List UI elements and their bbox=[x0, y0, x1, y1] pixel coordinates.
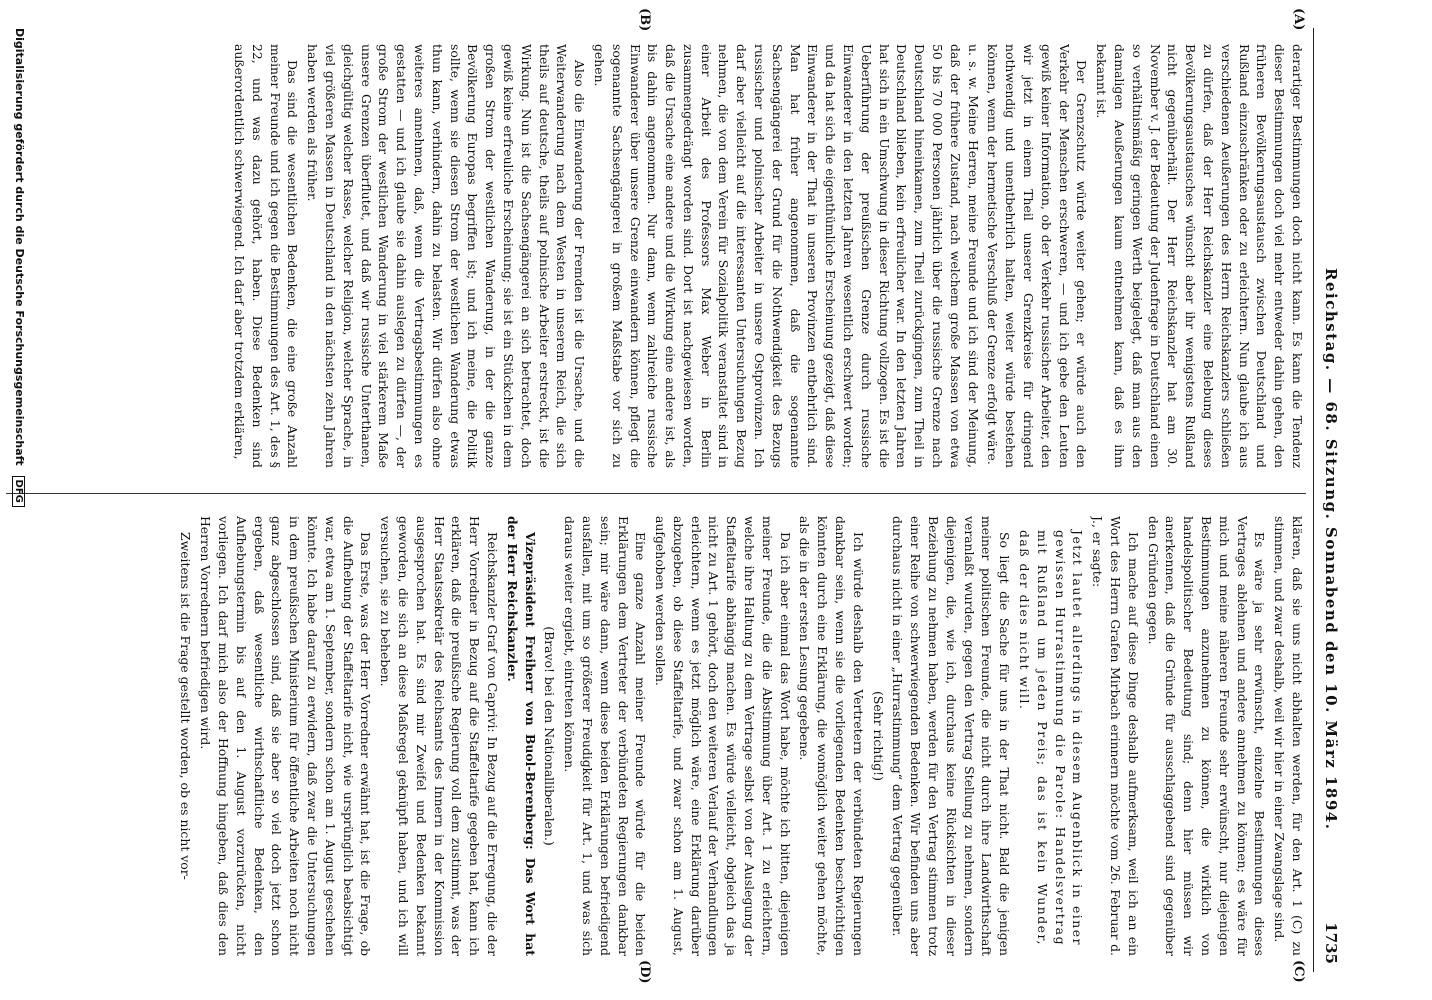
margin-marker-d: (D) bbox=[637, 960, 652, 984]
margin-marker-c: (C) bbox=[1291, 960, 1306, 983]
applause-note-2: (Bravo! bei den Nationalliberalen.) bbox=[542, 626, 558, 846]
digitization-footer bbox=[6, 28, 26, 972]
right-paragraph-10: Das Erste, was der Herr Vorredner erwähnt hat, ist die Frage, ob die Aufhebung der Staffeltarife nicht, wie ursprünglich beabsichtigt war, etwa am 1. September, sondern schon am 1. August geschehen könnte. Ich habe darauf zu erwidern, daß zwar die Untersuchungen in dem preußischen Ministerium für öffentliche Arbeiten noch nicht ganz abgeschlossen sind, daß sie aber so viel doch jetzt schon ergeben, daß wesentliche wirthschaftliche Bedenken, den Aufhebungstermin bis auf den 1. August vorzurücken, nicht vorliegen. Ich darf mich also der Hoffnung hingeben, daß dies den Herren Vorrednern befriedigen wird. bbox=[198, 516, 374, 956]
page-header bbox=[1314, 28, 1340, 972]
left-paragraph-3: u. s. w. Meine Herren, meine Freunde und ich sind der Meinung, daß der frühere Zustand, nach welchem große Massen von etwa 50 bis 70 000 Personen jährlich über die russische Grenze nach Deutschland hineinkamen, zum Theil zurückgingen, zum Theil in Deutschland blieben, kein erfreulicher war. In den letzten Jahren hat sich in ein Umschwung in dieser Richtung vollzogen. Es ist die Ueberführung der preußischen Grenze durch russische Einwanderer in den letzten Jahren wesentlich erschwert worden; und da hat sich die eigenthümliche Erscheinung gezeigt, daß diese Einwanderer in der That in unseren Provinzen entbehrlich sind. Man hat früher angenommen, daß die sogenannte Sachsengängerei der Grund für die Nothwendigkeit des Bezugs russischer und polnischer Arbeiter in unsere Ostprovinzen. Ich darf aber vielleicht auf die interessanten Untersuchungen Bezug nehmen, die von dem Verein für Sozialpolitik veranstaltet sind in einer Arbeit des Professors Max Weber in Berlin zusammengedrängt worden sind. Dort ist nachgewiesen worden, daß die Ursache eine andere und die Wirkung eine andere ist, als bis dahin angenommen. Nur dann, wenn zahlreiche russische Einwanderer über unsere Grenze einwandern können, pflegt die sogenannte Sachsengängerei in großem Maßstabe vor sich zu gehen. bbox=[591, 44, 981, 468]
right-paragraph-5: Ich würde deshalb den Vertretern der verbündeten Regierungen dankbar sein, wenn sie die vorliegenden Bedenken beschwichtigen könnten durch eine Erklärung, die womöglich weiter gehen möchte, als die in der ersten Lesung gegebene. bbox=[797, 516, 866, 956]
left-paragraph-1: derartiger Bestimmungen doch nicht kann. Es kann die Tendenz dieser Bestimmungen doch viel mehr entweder dahin gehen, den früheren Bevölkerungsaustausch zwischen Deutschland und Rußland einzuschränken oder zu erleichtern. Nun glaube ich aus verschiedenen Aeußerungen des Herrn Reichskanzlers schließen zu dürfen, daß der Herr Reichskanzler eine Belebung dieses Bevölkerungsaustausches wünscht aber ihr wenigstens Rußland nicht gegenüberhält. Der Herr Reichskanzler hat am 30. November v. J. der Bedeutung der Judenfrage in Deutschland einen so verhältnismäßig geringen Werth beigelegt, daß man aus den damaligen Aeußerungen kaum entnehmen kann, daß es ihm bekannt ist. bbox=[1094, 44, 1305, 468]
quotation: Jetzt lautet allerdings in diesem Augenblick in einer gewissen Hurrastimmung die Parole: Handelsvertrag mit Rußland um jeden Preis; das ist kein Wunder, daß der dies nicht will. bbox=[1017, 530, 1086, 946]
margin-marker-a: (A) bbox=[1291, 8, 1306, 31]
right-paragraph-3: Ich mache auf diese Dinge deshalb aufmerksam, weil ich an ein Wort des Herrn Grafen Mirbach erinnern möchte vom 26. Februar d. J., er sagte: bbox=[1090, 516, 1141, 956]
right-paragraph-1: klären, daß sie uns nicht abhalten werden, für den Art. 1 (C) zu stimmen, und zwar deshalb, weil wir hier in einer Zwangslage sind. bbox=[1272, 516, 1305, 956]
speaker-line-chancellor: Reichskanzler Graf von Caprivi: In Bezug auf die Erregung, die der Herr Vorredner in Bezug auf die Staffeltarife gegeben hat, kann ich erklären, daß die preußische Regierung voll dem zustimmt, was der Herr Staatssekretär des Reichsamts des Innern in der Kommission ausgesprochen hat. Es sind mir Zweifel und Bedenken bekannt geworden, die sich an diese Maßregel geknüpft haben, und ich will versuchen, sie zu beheben. bbox=[378, 516, 500, 956]
margin-marker-b: (B) bbox=[637, 8, 652, 32]
left-paragraph-5: Das sind die wesentlichen Bedenken, die eine große Anzahl meiner Freunde und ich gegen die Bestimmungen des Art. 1, des § 22, und was dazu gehört, haben. Diese Bedenken sind außerordentlich schwerwiegend. Ich darf aber trotzdem erklären, bbox=[231, 44, 301, 468]
left-column bbox=[6, 44, 1306, 468]
dfg-logo: DFG bbox=[12, 476, 25, 507]
page-title: Reichstag. — 68. Sitzung. Sonnabend den 10. März 1894. bbox=[1322, 268, 1340, 831]
right-paragraph-2: Es wäre ja sehr erwünscht, einzelne Bestimmungen dieses Vertrages ablehnen und andere annehmen zu können; es wäre für mich und meine näheren Freunde sehr erwünscht, nur diejenigen Bestimmungen anzunehmen zu können, die wirklich von handelspolitischer Bedeutung sind; denn hier müssen wir anerkennen, daß die Gründe für ausschlaggebend sind gegenüber den Gründen gegen. bbox=[1145, 516, 1268, 956]
right-paragraph-6: Da ich aber einmal das Wort habe, möchte ich bitten, diejenigen meiner Freunde, die die Abstimmung über Art. 1 zu erleichtern, welche ihre Haltung zu dem Vertrage selbst von der Auslegung der Staffeltarife abhängig machen. Es würde vielleicht, obgleich das ja nicht zu Art. 1 gehört, doch den weiteren Verlauf der Verhandlungen erleichtern, wenn es jetzt möglich wäre, eine Erklärung darüber abzugeben, ob diese Staffeltarife, und zwar schon am 1. August, aufgehoben werden sollen. bbox=[653, 516, 793, 956]
right-paragraph-7: Eine ganze Anzahl meiner Freunde würde für die beiden Erklärungen dem Vertreter der verbündeten Regierungen dankbar sein; mir wäre dann, wenn diese beiden Erklärungen befriedigend ausfallen, mit um so größerer Freudigkeit für Art. 1, und was sich daraus weiter ergiebt, eintreten können. bbox=[562, 516, 649, 956]
right-paragraph-11: Zweitens ist die Frage gestellt worden, ob es nicht vor- bbox=[178, 532, 194, 880]
left-paragraph-4: Also die Einwanderung der Fremden ist die Ursache, und die Weiterwanderung nach dem Westen in unserem Reich, die sich theils auf deutsche, theils auf polnische Arbeiter erstreckt, ist die Wirkung. Nun ist die Sachsengängerei an sich betrachtet, doch gewiß keine erfreuliche Erscheinung; sie ist ein Stückchen in dem großen Strom der westlichen Wanderung, in der die ganze Bevölkerung Europas begriffen ist; und ich meine, die Politik sollte, wenn sie diesen Strom der westlichen Wanderung etwas thun kann, verhindern, dahin zu belasten. Wir dürfen also ohne weiteres annehmen, daß, wenn die Vertragsbestimmungen es gestatten — und ich glaube sie dahin auslegen zu dürfen —, der große Strom der westlichen Wanderung in viel stärkerem Maße unsere Grenzen überflutet, und daß wir russische Unterthanen, gleichgültig welcher Rasse, welcher Religion, welcher Sprache, in viel größeren Massen in Deutschland in den nächsten zehn Jahren haben werden als früher. bbox=[305, 44, 588, 468]
left-paragraph-2: Der Grenzschutz würde weiter gehen; er würde auch den Verkehr der Menschen erschweren, — und ich gebe den Leuten gewiß keiner Information, ob der Verkehr russischer Arbeiter, den wir jetzt in einem Theil unserer Grenzkreise für dringend nothwendig und unentbehrlich halten, weiter würde bestehen können, wenn der hermetische Verschluß der Grenze erfolgt wäre. bbox=[985, 44, 1090, 468]
footer-credit: Digitalisierung gefördert durch die Deutsche Forschungsgemeinschaft bbox=[13, 28, 26, 466]
right-paragraph-4: So liegt die Sache für uns in der That nicht. Bald die jenigen meiner politischen Freunde, die nicht durch ihre Landwirthschaft veranlaßt wurden, gegen den Vertrag Stellung zu nehmen, sondern diejenigen, die, wie ich, durchaus keine Rücksichten in dieser Beziehung zu nehmen haben, werden für den Vertrag stimmen trotz einer Reihe von schwerwiegenden Bedenken. Wir befinden uns aber durchaus nicht in einer „Hurrastimmung“ dem Vertrag gegenüber. bbox=[890, 516, 1013, 956]
applause-note-1: (Sehr richtig!) bbox=[870, 691, 886, 781]
speaker-line-vice-president: Vizepräsident Freiherr von Buol-Berenberg: Das Wort hat der Herr Reichskanzler. bbox=[504, 516, 538, 956]
page-number: 1735 bbox=[1322, 922, 1340, 964]
header-rule bbox=[1313, 28, 1314, 972]
column-divider bbox=[6, 493, 1306, 494]
right-column bbox=[6, 516, 1306, 956]
